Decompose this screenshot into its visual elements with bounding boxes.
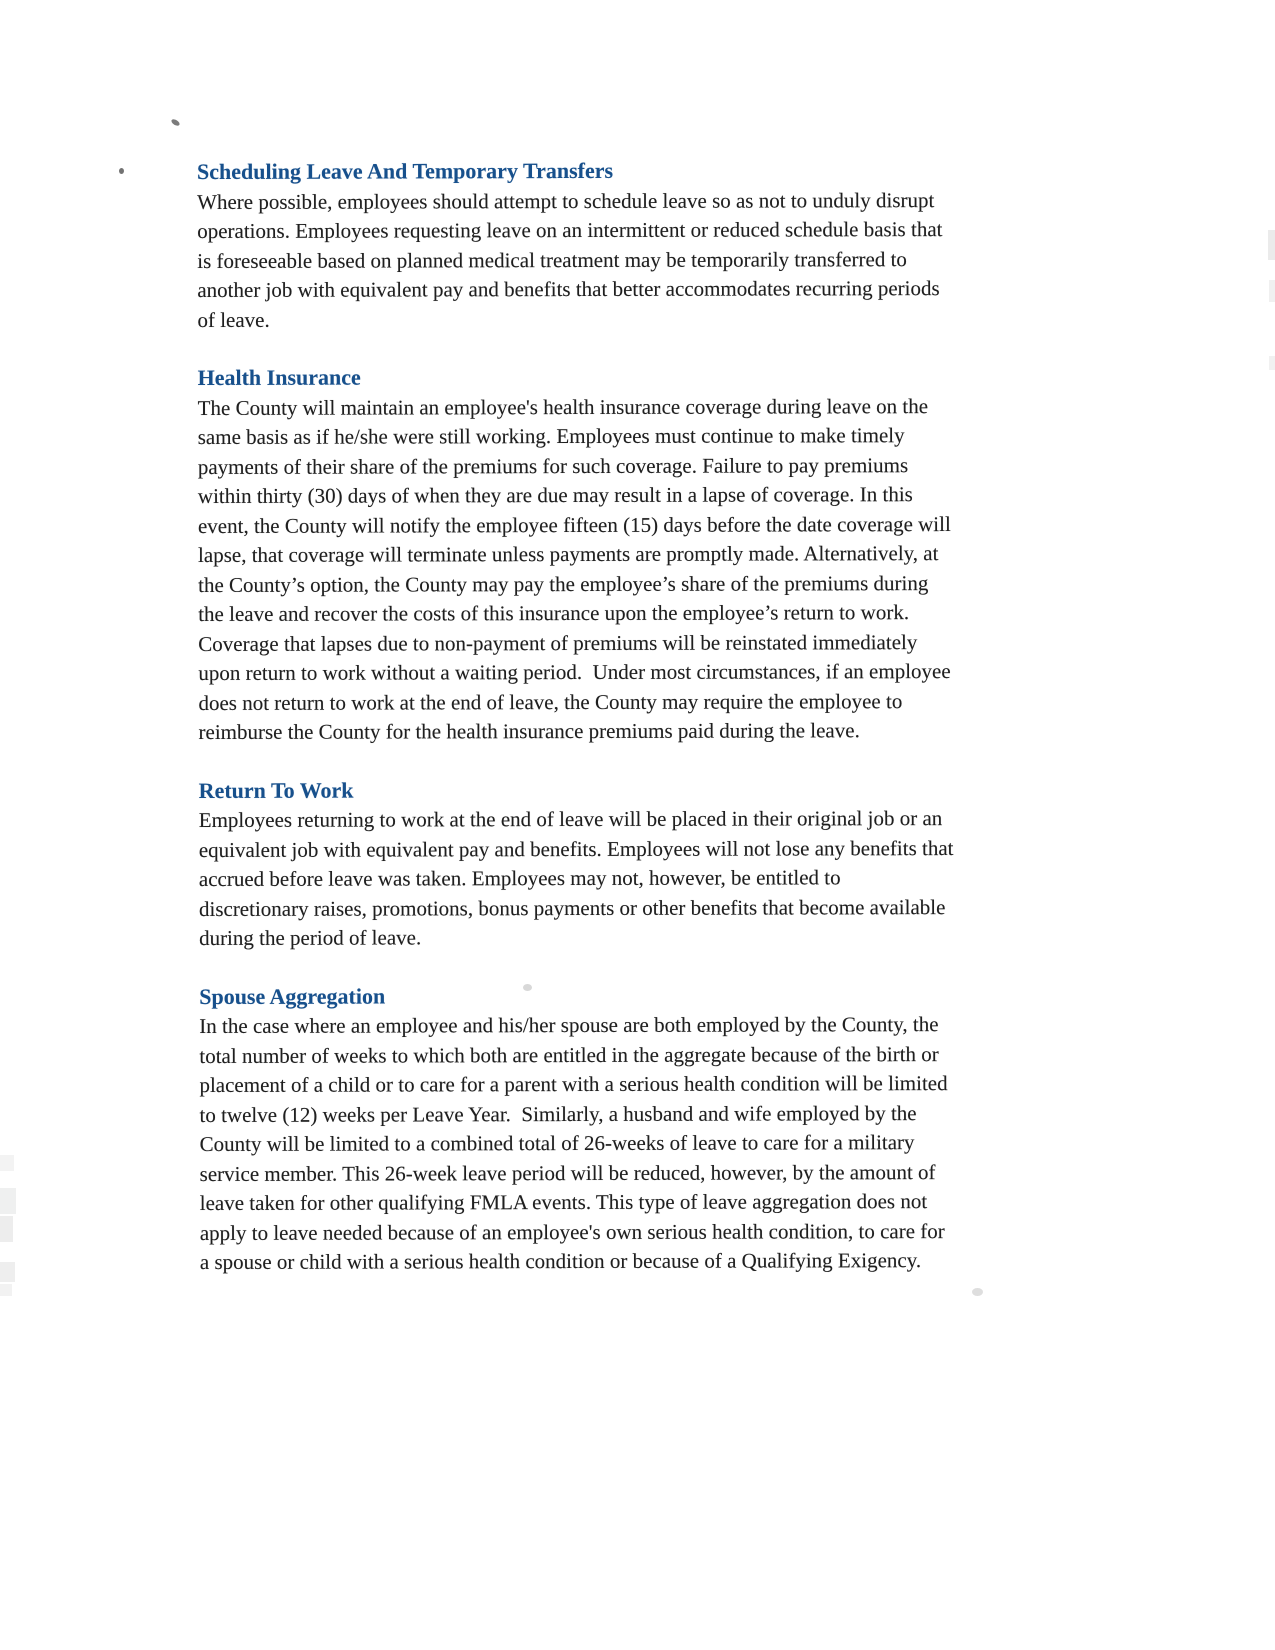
section-heading: Health Insurance <box>197 364 361 390</box>
scan-edge-artifact <box>0 1188 16 1214</box>
section-return-to-work <box>199 773 1059 953</box>
scan-edge-artifact <box>1269 356 1275 370</box>
scan-speck <box>119 168 124 174</box>
scan-edge-artifact <box>1269 280 1275 302</box>
scan-edge-artifact <box>0 1262 15 1282</box>
section-heading: Spouse Aggregation <box>199 983 386 1009</box>
section-heading: Scheduling Leave And Temporary Transfers <box>197 157 614 184</box>
scan-edge-artifact <box>0 1216 13 1242</box>
scan-edge-artifact <box>1268 230 1275 260</box>
section-body: Where possible, employees should attempt to schedule leave so as not to unduly disrupt operations. Employees requesting leave on an intermittent or reduced schedule basis that is foreseeable based on planned medical treatment may be temporarily transferred to another job with equivalent pay and benefits that better accommodates recurring periods of leave. <box>197 187 943 332</box>
section-heading: Return To Work <box>198 777 354 803</box>
section-body: The County will maintain an employee's health insurance coverage during leave on the same basis as if he/she were still working. Employees must continue to make timely payments of their share of the premiums for such coverage. Failure to pay premiums within thirty (30) days of when they are due may result in a lapse of coverage. In this event, the County will notify the employee fifteen (15) days before the date coverage will lapse, that coverage will terminate unless payments are promptly made. Alternatively, at the County’s option, the County may pay the employee’s share of the premiums during the leave and recover the costs of this insurance upon the employee’s return to work. Coverage that lapses due to non-payment of premiums will be reinstated immediately upon return to work without a waiting period. Under most circumstances, if an employee does not return to work at the end of leave, the County may require the employee to reimburse the County for the health insurance premiums paid during the leave. <box>197 393 951 744</box>
document-content <box>197 155 1060 1306</box>
scan-edge-artifact <box>0 1155 14 1171</box>
section-scheduling-leave-and-temporary-transfers <box>197 155 1057 335</box>
section-spouse-aggregation <box>199 979 1060 1277</box>
section-health-insurance <box>198 361 1059 748</box>
scan-speck <box>170 118 180 127</box>
section-body: In the case where an employee and his/her spouse are both employed by the County, the total number of weeks to which both are entitled in the aggregate because of the birth or placement of a child or to care for a parent with a serious health condition will be limited to twelve (12) weeks per Leave Year. Similarly, a husband and wife employed by the County will be limited to a combined total of 26-weeks of leave to care for a military service member. This 26-week leave period will be reduced, however, by the amount of leave taken for other qualifying FMLA events. This type of leave aggregation does not apply to leave needed because of an employee's own serious health condition, to care for a spouse or child with a serious health condition or because of a Qualifying Exigency. <box>199 1012 948 1274</box>
scan-edge-artifact <box>0 1284 12 1296</box>
section-body: Employees returning to work at the end of leave will be placed in their original job or an equivalent job with equivalent pay and benefits. Employees will not lose any benefits that accrued before leave was taken. Employees may not, however, be entitled to discretionary raises, promotions, bonus payments or other benefits that become available during the period of leave. <box>198 806 954 950</box>
